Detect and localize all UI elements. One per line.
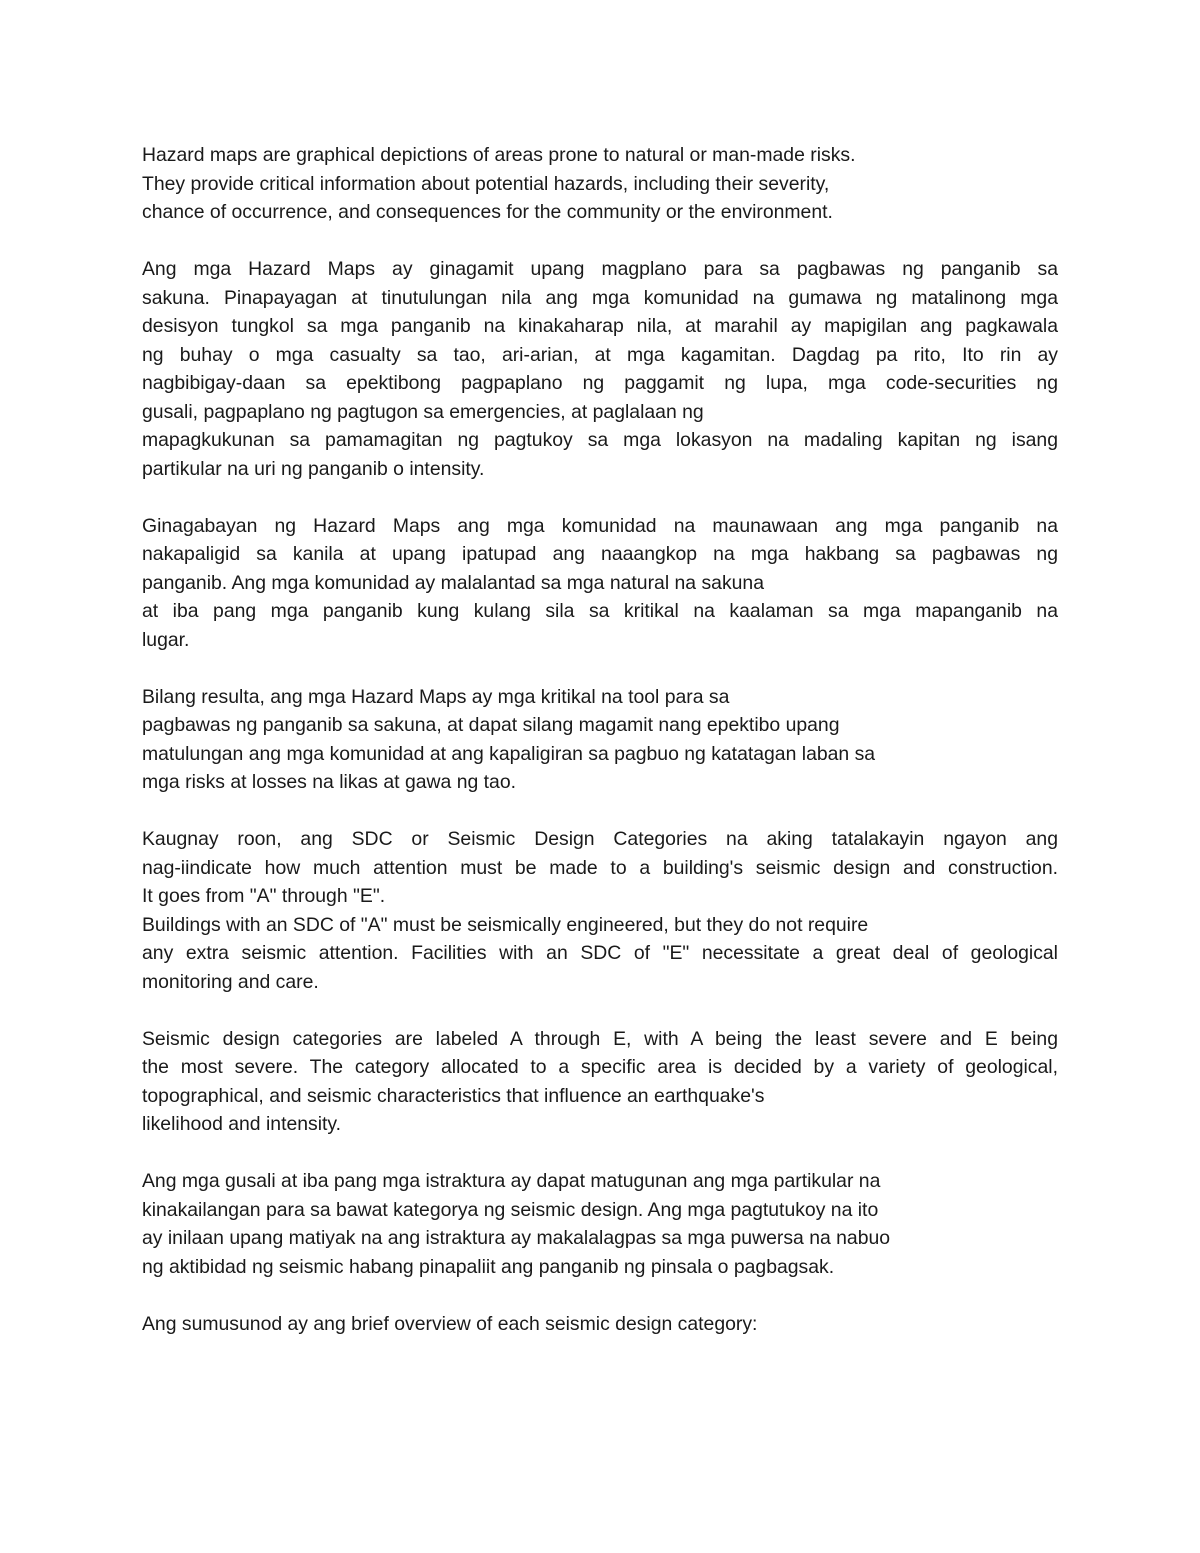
text-line: chance of occurrence, and consequences for the community or the environment. [142, 201, 833, 223]
paragraph [142, 683, 1058, 797]
text-line: kinakailangan para sa bawat kategorya ng seismic design. Ang mga pagtutukoy na ito [142, 1198, 879, 1221]
paragraph [142, 512, 1058, 655]
text-line: lugar. [142, 628, 190, 651]
paragraph [142, 1310, 1058, 1339]
paragraph [142, 255, 1058, 483]
paragraph [142, 141, 1058, 227]
text-line: Ang sumusunod ay ang brief overview of each seismic design category: [142, 1312, 758, 1335]
text-line: mga risks at losses na likas at gawa ng tao. [142, 771, 516, 793]
text-line: nakapaligid sa kanila at upang ipatupad ang naaangkop na mga hakbang sa pagbawas ng [142, 543, 1058, 565]
text-line: It goes from "A" through "E". [142, 885, 386, 907]
text-line: Bilang resulta, ang mga Hazard Maps ay mga kritikal na tool para sa [142, 685, 730, 708]
text-line: Hazard maps are graphical depictions of areas prone to natural or man-made risks. [142, 144, 856, 166]
text-line: panganib. Ang mga komunidad ay malalantad sa mga natural na sakuna [142, 571, 764, 594]
text-line: nag-iindicate how much attention must be made to a building's seismic design and construction. [142, 856, 1058, 879]
text-line: monitoring and care. [142, 970, 319, 993]
text-line: at iba pang mga panganib kung kulang sila sa kritikal na kaalaman sa mga mapanganib na [142, 600, 1058, 622]
text-line: Buildings with an SDC of "A" must be seismically engineered, but they do not require [142, 913, 869, 936]
text-line: mapagkukunan sa pamamagitan ng pagtukoy sa mga lokasyon na madaling kapitan ng isang [142, 429, 1058, 451]
text-line: They provide critical information about potential hazards, including their severity, [142, 172, 830, 195]
paragraph [142, 1167, 1058, 1281]
text-line: partikular na uri ng panganib o intensity. [142, 457, 485, 480]
document-body [142, 141, 1058, 1338]
text-line: ng aktibidad ng seismic habang pinapaliit ang panganib ng pinsala o pagbagsak. [142, 1255, 835, 1278]
paragraph [142, 1025, 1058, 1139]
text-line: ay inilaan upang matiyak na ang istraktura ay makalalagpas sa mga puwersa na nabuo [142, 1227, 891, 1249]
text-line: Ang mga gusali at iba pang mga istraktura ay dapat matugunan ang mga partikular na [142, 1170, 881, 1192]
text-line: gusali, pagpaplano ng pagtugon sa emergencies, at paglalaan ng [142, 400, 704, 423]
text-line: matulungan ang mga komunidad at ang kapaligiran sa pagbuo ng katatagan laban sa [142, 742, 876, 765]
text-line: Ginagabayan ng Hazard Maps ang mga komunidad na maunawaan ang mga panganib na [142, 514, 1058, 537]
text-line: the most severe. The category allocated to a specific area is decided by a variety of geological, [142, 1056, 1058, 1078]
text-line: nagbibigay-daan sa epektibong pagpaplano ng paggamit ng lupa, mga code-securities ng [142, 372, 1058, 394]
text-line: pagbawas ng panganib sa sakuna, at dapat silang magamit nang epektibo upang [142, 714, 840, 736]
paragraph [142, 825, 1058, 996]
text-line: any extra seismic attention. Facilities with an SDC of "E" necessitate a great deal of geological [142, 942, 1058, 964]
text-line: desisyon tungkol sa mga panganib na kinakaharap nila, at marahil ay mapigilan ang pagkawala [142, 315, 1058, 337]
text-line: Seismic design categories are labeled A through E, with A being the least severe and E being [142, 1027, 1058, 1050]
text-line: likelihood and intensity. [142, 1113, 342, 1135]
text-line: ng buhay o mga casualty sa tao, ari-arian, at mga kagamitan. Dagdag pa rito, Ito rin ay [142, 343, 1058, 366]
text-line: Kaugnay roon, ang SDC or Seismic Design Categories na aking tatalakayin ngayon ang [142, 828, 1058, 850]
text-line: sakuna. Pinapayagan at tinutulungan nila ang mga komunidad na gumawa ng matalinong mga [142, 286, 1058, 309]
text-line: Ang mga Hazard Maps ay ginagamit upang magplano para sa pagbawas ng panganib sa [142, 258, 1058, 280]
text-line: topographical, and seismic characteristics that influence an earthquake's [142, 1084, 765, 1107]
